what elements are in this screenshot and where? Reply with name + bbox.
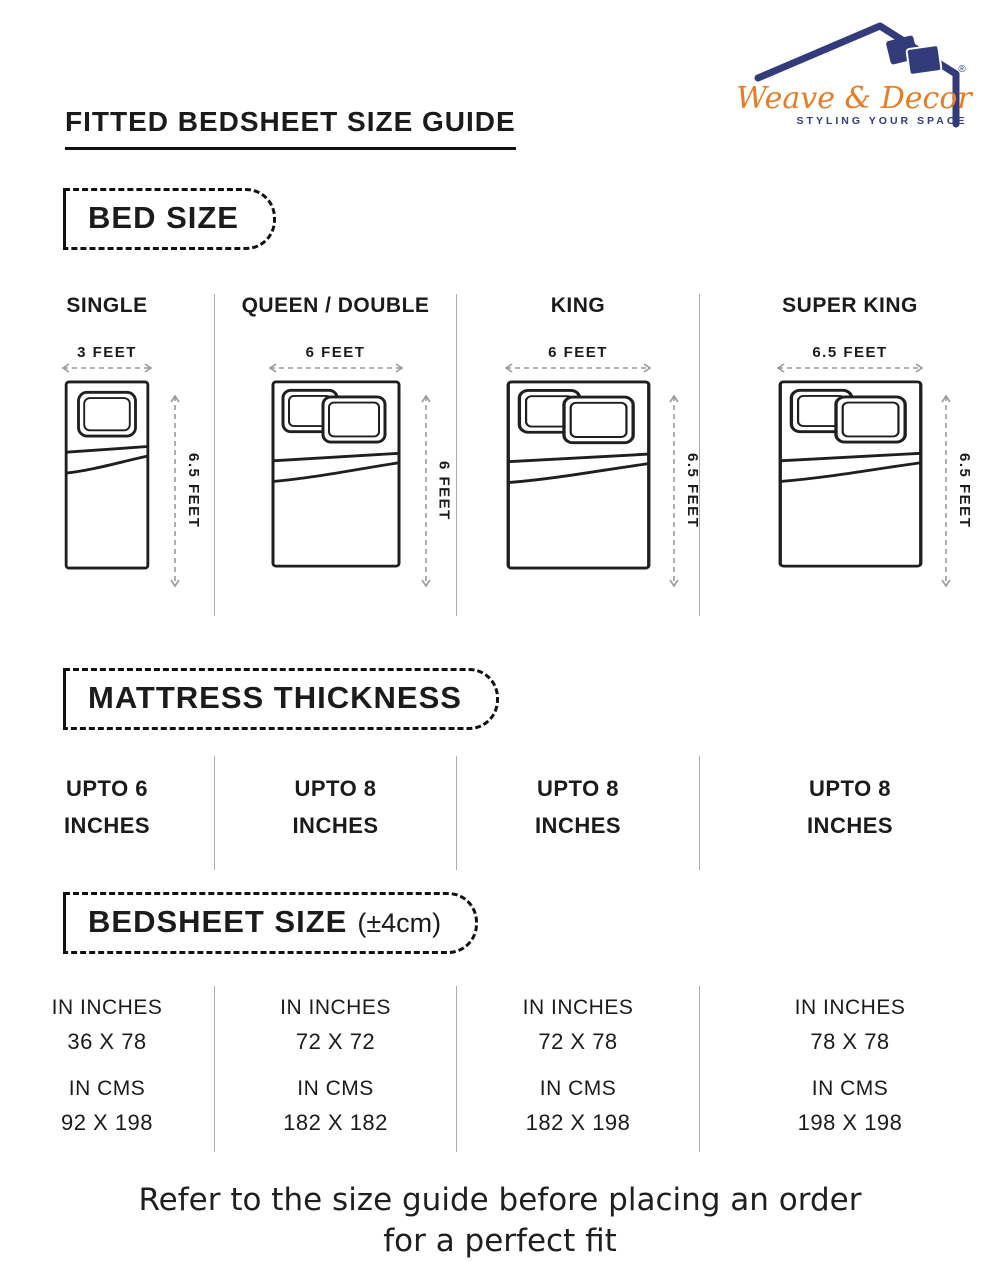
cms-header: IN CMS xyxy=(297,1077,374,1100)
bed-type-label: KING xyxy=(550,294,606,317)
bed-size-grid xyxy=(0,294,1000,616)
mattress-cell-queen-double xyxy=(215,756,457,870)
brand-name: Weave & Decor xyxy=(736,81,972,116)
bed-column-king xyxy=(457,294,700,616)
pillow-icon xyxy=(886,35,942,75)
registered-mark: ® xyxy=(958,64,966,75)
mattress-value-line1: UPTO 8 xyxy=(294,776,377,801)
inches-header: IN INCHES xyxy=(522,996,634,1019)
width-arrow xyxy=(498,362,658,374)
pillow-icon xyxy=(564,397,633,443)
mattress-thickness-grid xyxy=(0,756,1000,870)
bed-type-label: SINGLE xyxy=(66,294,148,317)
height-arrow xyxy=(940,388,952,594)
pillow-icon xyxy=(836,397,905,442)
cms-value: 182 X 198 xyxy=(525,1110,631,1135)
mattress-thickness-label: MATTRESS THICKNESS xyxy=(88,680,462,715)
footer-line2: for a perfect fit xyxy=(383,1223,617,1259)
mattress-cell-super-king xyxy=(700,756,1000,870)
footer-note xyxy=(0,1180,1000,1262)
bed-height-label: 6.5 FEET xyxy=(684,453,701,529)
footer-line1: Refer to the size guide before placing an order xyxy=(138,1182,862,1218)
house-roof-icon xyxy=(736,16,972,128)
inches-header: IN INCHES xyxy=(794,996,906,1019)
section-header-bed-size xyxy=(63,188,276,250)
bed-diagram xyxy=(64,380,150,570)
bed-diagram xyxy=(778,380,923,568)
height-arrow xyxy=(169,388,181,594)
mattress-value-line1: UPTO 8 xyxy=(808,776,892,801)
mattress-cell-single xyxy=(0,756,215,870)
bed-height-label: 6 FEET xyxy=(435,461,453,521)
cms-header: IN CMS xyxy=(539,1077,617,1100)
cms-value: 92 X 198 xyxy=(60,1110,154,1135)
sheet-cell-super-king xyxy=(700,986,1000,1152)
inches-value: 72 X 78 xyxy=(538,1029,618,1054)
width-arrow xyxy=(770,362,930,374)
bed-column-super-king xyxy=(700,294,1000,616)
bedsheet-size-label: BEDSHEET SIZE xyxy=(88,904,348,939)
mattress-value-line2: INCHES xyxy=(63,813,151,838)
bedsheet-size-tolerance: (±4cm) xyxy=(357,908,442,938)
sheet-cell-king xyxy=(457,986,700,1152)
inches-value: 36 X 78 xyxy=(67,1029,147,1054)
bed-diagram xyxy=(271,380,401,568)
cms-value: 198 X 198 xyxy=(797,1110,903,1135)
bed-width-label: 6 FEET xyxy=(305,344,366,361)
width-arrow xyxy=(262,362,410,374)
bed-width-label: 3 FEET xyxy=(77,344,137,361)
cms-header: IN CMS xyxy=(811,1077,889,1100)
inches-value: 72 X 72 xyxy=(295,1029,376,1054)
bed-width-label: 6.5 FEET xyxy=(812,344,888,361)
bed-column-single xyxy=(0,294,215,616)
bed-type-label: SUPER KING xyxy=(782,294,918,317)
bed-size-label: BED SIZE xyxy=(88,200,239,235)
sheet-cell-single xyxy=(0,986,215,1152)
mattress-value-line1: UPTO 8 xyxy=(536,776,620,801)
inches-header: IN INCHES xyxy=(280,996,391,1019)
cms-header: IN CMS xyxy=(68,1077,146,1100)
bed-height-label: 6.5 FEET xyxy=(185,453,202,529)
cms-value: 182 X 182 xyxy=(283,1110,388,1135)
bed-column-queen-double xyxy=(215,294,457,616)
inches-header: IN INCHES xyxy=(51,996,163,1019)
height-arrow xyxy=(420,388,432,594)
bedsheet-size-grid xyxy=(0,986,1000,1152)
pillow-icon xyxy=(323,397,385,442)
mattress-cell-king xyxy=(457,756,700,870)
section-header-mattress-thickness xyxy=(63,668,499,730)
brand-tagline: STYLING YOUR SPACE xyxy=(796,115,968,127)
sheet-cell-queen-double xyxy=(215,986,457,1152)
width-arrow xyxy=(55,362,159,374)
mattress-value-line2: INCHES xyxy=(292,813,379,838)
bed-type-label: QUEEN / DOUBLE xyxy=(241,294,430,317)
section-header-bedsheet-size xyxy=(63,892,478,954)
bed-diagram xyxy=(506,380,651,570)
pillow-icon xyxy=(79,392,136,436)
mattress-value-line2: INCHES xyxy=(534,813,622,838)
bed-height-label: 6.5 FEET xyxy=(956,453,973,529)
page-title: FITTED BEDSHEET SIZE GUIDE xyxy=(65,106,516,150)
inches-value: 78 X 78 xyxy=(810,1029,890,1054)
mattress-value-line1: UPTO 6 xyxy=(65,776,149,801)
height-arrow xyxy=(668,388,680,594)
brand-logo xyxy=(736,16,972,128)
mattress-value-line2: INCHES xyxy=(806,813,894,838)
bed-width-label: 6 FEET xyxy=(548,344,608,361)
